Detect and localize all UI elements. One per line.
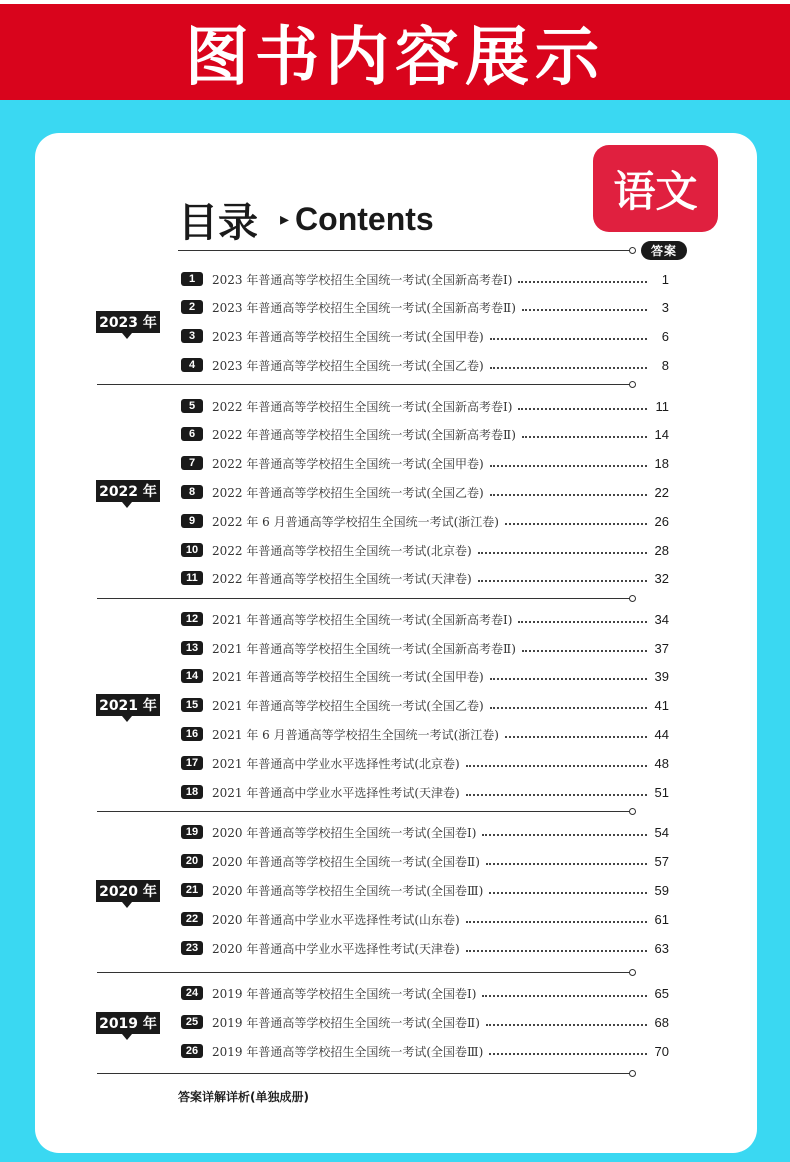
toc-entry[interactable] <box>181 424 669 444</box>
year-label-2023: 2023 年 <box>96 311 160 333</box>
entry-number: 10 <box>181 543 203 557</box>
entry-page: 26 <box>654 513 669 529</box>
toc-entry[interactable] <box>181 638 669 658</box>
entry-title: 2023 年普通高等学校招生全国统一考试(全国乙卷) <box>212 358 484 373</box>
entry-title: 2019 年普通高等学校招生全国统一考试(全国卷Ⅱ) <box>212 1015 480 1030</box>
leader-dots <box>478 552 647 554</box>
entry-title: 2022 年 6 月普通高等学校招生全国统一考试(浙江卷) <box>212 514 499 529</box>
entry-page: 18 <box>654 455 669 471</box>
entry-number: 7 <box>181 456 203 470</box>
toc-entry[interactable] <box>181 540 669 560</box>
toc-entry[interactable] <box>181 666 669 686</box>
entry-title: 2022 年普通高等学校招生全国统一考试(天津卷) <box>212 571 472 586</box>
section-divider <box>97 1073 630 1074</box>
leader-dots <box>478 580 647 582</box>
entry-number: 4 <box>181 358 203 372</box>
toc-entry[interactable] <box>181 326 669 346</box>
toc-entry[interactable] <box>181 909 669 929</box>
entry-page: 57 <box>654 853 669 869</box>
leader-dots <box>518 281 647 283</box>
section-divider <box>97 811 630 812</box>
entry-page: 3 <box>661 299 669 315</box>
toc-entry[interactable] <box>181 938 669 958</box>
entry-page: 11 <box>655 398 669 414</box>
entry-number: 14 <box>181 669 203 683</box>
divider-end-dot <box>629 381 636 388</box>
entry-page: 34 <box>654 611 669 627</box>
toc-entry[interactable] <box>181 396 669 416</box>
toc-entry[interactable] <box>181 297 669 317</box>
divider-end-dot <box>629 969 636 976</box>
entry-page: 63 <box>654 940 669 956</box>
entry-number: 15 <box>181 698 203 712</box>
entry-page: 54 <box>654 824 669 840</box>
entry-title: 2021 年普通高中学业水平选择性考试(北京卷) <box>212 756 460 771</box>
toc-entry[interactable] <box>181 1041 669 1061</box>
entry-title: 2022 年普通高等学校招生全国统一考试(北京卷) <box>212 543 472 558</box>
entry-page: 1 <box>661 271 669 287</box>
entry-page: 39 <box>654 668 669 684</box>
heading-rule <box>178 250 630 251</box>
entry-page: 51 <box>654 784 669 800</box>
toc-entry[interactable] <box>181 695 669 715</box>
entry-title: 2022 年普通高等学校招生全国统一考试(全国新高考卷Ⅰ) <box>212 399 513 414</box>
leader-dots <box>486 1024 647 1026</box>
answer-booklet-note: 答案详解详析(单独成册) <box>178 1090 309 1104</box>
entry-page: 48 <box>654 755 669 771</box>
entry-title: 2023 年普通高等学校招生全国统一考试(全国新高考卷Ⅱ) <box>212 300 516 315</box>
entry-title: 2022 年普通高等学校招生全国统一考试(全国乙卷) <box>212 485 484 500</box>
entry-number: 11 <box>181 571 203 585</box>
heading-english: Contents <box>295 200 434 237</box>
leader-dots <box>482 995 647 997</box>
entry-page: 68 <box>654 1014 669 1030</box>
entry-number: 26 <box>181 1044 203 1058</box>
section-divider <box>97 972 630 973</box>
toc-entry[interactable] <box>181 355 669 375</box>
leader-dots <box>486 863 647 865</box>
entry-number: 20 <box>181 854 203 868</box>
entry-number: 25 <box>181 1015 203 1029</box>
entry-title: 2021 年普通高等学校招生全国统一考试(全国新高考卷Ⅰ) <box>212 612 513 627</box>
entry-title: 2020 年普通高等学校招生全国统一考试(全国卷Ⅲ) <box>212 883 484 898</box>
entry-title: 2021 年普通高等学校招生全国统一考试(全国甲卷) <box>212 669 484 684</box>
answer-badge: 答案 <box>641 241 687 260</box>
toc-entry[interactable] <box>181 822 669 842</box>
entry-number: 21 <box>181 883 203 897</box>
leader-dots <box>490 465 647 467</box>
year-label-2021: 2021 年 <box>96 694 160 716</box>
entry-title: 2023 年普通高等学校招生全国统一考试(全国甲卷) <box>212 329 484 344</box>
entry-number: 17 <box>181 756 203 770</box>
arrow-icon: ▸ <box>280 208 290 230</box>
entry-number: 9 <box>181 514 203 528</box>
entry-page: 28 <box>654 542 669 558</box>
entry-number: 22 <box>181 912 203 926</box>
entry-page: 65 <box>654 985 669 1001</box>
leader-dots <box>466 765 647 767</box>
entry-page: 6 <box>661 328 669 344</box>
year-label-2019: 2019 年 <box>96 1012 160 1034</box>
leader-dots <box>466 921 647 923</box>
entry-number: 2 <box>181 300 203 314</box>
leader-dots <box>482 834 647 836</box>
toc-entry[interactable] <box>181 983 669 1003</box>
entry-number: 18 <box>181 785 203 799</box>
leader-dots <box>489 1053 647 1055</box>
banner-title: 图书内容展示 <box>185 21 605 95</box>
top-banner <box>0 0 790 100</box>
entry-number: 5 <box>181 399 203 413</box>
entry-title: 2021 年普通高等学校招生全国统一考试(全国乙卷) <box>212 698 484 713</box>
entry-number: 1 <box>181 272 203 286</box>
subject-badge: 语文 <box>593 145 718 232</box>
entry-title: 2022 年普通高等学校招生全国统一考试(全国新高考卷Ⅱ) <box>212 427 516 442</box>
entry-title: 2021 年普通高等学校招生全国统一考试(全国新高考卷Ⅱ) <box>212 641 516 656</box>
entry-title: 2020 年普通高中学业水平选择性考试(山东卷) <box>212 912 460 927</box>
leader-dots <box>522 436 647 438</box>
leader-dots <box>466 794 647 796</box>
toc-entry[interactable] <box>181 482 669 502</box>
entry-number: 19 <box>181 825 203 839</box>
entry-title: 2019 年普通高等学校招生全国统一考试(全国卷Ⅰ) <box>212 986 477 1001</box>
section-divider <box>97 598 630 599</box>
entry-page: 59 <box>654 882 669 898</box>
entry-page: 44 <box>654 726 669 742</box>
entry-number: 16 <box>181 727 203 741</box>
entry-page: 22 <box>654 484 669 500</box>
year-label-2020: 2020 年 <box>96 880 160 902</box>
entry-title: 2019 年普通高等学校招生全国统一考试(全国卷Ⅲ) <box>212 1044 484 1059</box>
section-divider <box>97 384 630 385</box>
entry-page: 37 <box>654 640 669 656</box>
entry-number: 12 <box>181 612 203 626</box>
toc-entry[interactable] <box>181 269 669 289</box>
leader-dots <box>518 408 647 410</box>
toc-entry[interactable] <box>181 453 669 473</box>
leader-dots <box>505 523 647 525</box>
leader-dots <box>522 650 647 652</box>
toc-entry[interactable] <box>181 568 669 588</box>
toc-heading <box>178 196 434 246</box>
entry-page: 61 <box>654 911 669 927</box>
entry-number: 3 <box>181 329 203 343</box>
entry-title: 2021 年 6 月普通高等学校招生全国统一考试(浙江卷) <box>212 727 499 742</box>
entry-page: 32 <box>654 570 669 586</box>
leader-dots <box>490 338 647 340</box>
toc-entry[interactable] <box>181 511 669 531</box>
entry-number: 23 <box>181 941 203 955</box>
leader-dots <box>490 367 647 369</box>
entry-number: 6 <box>181 427 203 441</box>
entry-page: 70 <box>654 1043 669 1059</box>
leader-dots <box>490 707 647 709</box>
leader-dots <box>518 621 647 623</box>
year-label-2022: 2022 年 <box>96 480 160 502</box>
leader-dots <box>505 736 647 738</box>
leader-dots <box>490 678 647 680</box>
entry-number: 8 <box>181 485 203 499</box>
heading-main: 目录 <box>178 199 258 246</box>
entry-title: 2022 年普通高等学校招生全国统一考试(全国甲卷) <box>212 456 484 471</box>
entry-number: 24 <box>181 986 203 1000</box>
toc-entry[interactable] <box>181 753 669 773</box>
toc-entry[interactable] <box>181 1012 669 1032</box>
entry-number: 13 <box>181 641 203 655</box>
leader-dots <box>522 309 647 311</box>
entry-title: 2020 年普通高中学业水平选择性考试(天津卷) <box>212 941 460 956</box>
entry-page: 41 <box>654 697 669 713</box>
leader-dots <box>489 892 647 894</box>
toc-entry[interactable] <box>181 609 669 629</box>
entry-page: 8 <box>661 357 669 373</box>
entry-page: 14 <box>654 426 669 442</box>
divider-end-dot <box>629 1070 636 1077</box>
toc-entry[interactable] <box>181 880 669 900</box>
rule-end-dot <box>629 247 636 254</box>
entry-title: 2021 年普通高中学业水平选择性考试(天津卷) <box>212 785 460 800</box>
toc-entry[interactable] <box>181 724 669 744</box>
divider-end-dot <box>629 595 636 602</box>
entry-title: 2020 年普通高等学校招生全国统一考试(全国卷Ⅰ) <box>212 825 477 840</box>
entry-title: 2020 年普通高等学校招生全国统一考试(全国卷Ⅱ) <box>212 854 480 869</box>
toc-entry[interactable] <box>181 782 669 802</box>
entry-title: 2023 年普通高等学校招生全国统一考试(全国新高考卷Ⅰ) <box>212 272 513 287</box>
toc-entry[interactable] <box>181 851 669 871</box>
divider-end-dot <box>629 808 636 815</box>
leader-dots <box>490 494 647 496</box>
leader-dots <box>466 950 647 952</box>
